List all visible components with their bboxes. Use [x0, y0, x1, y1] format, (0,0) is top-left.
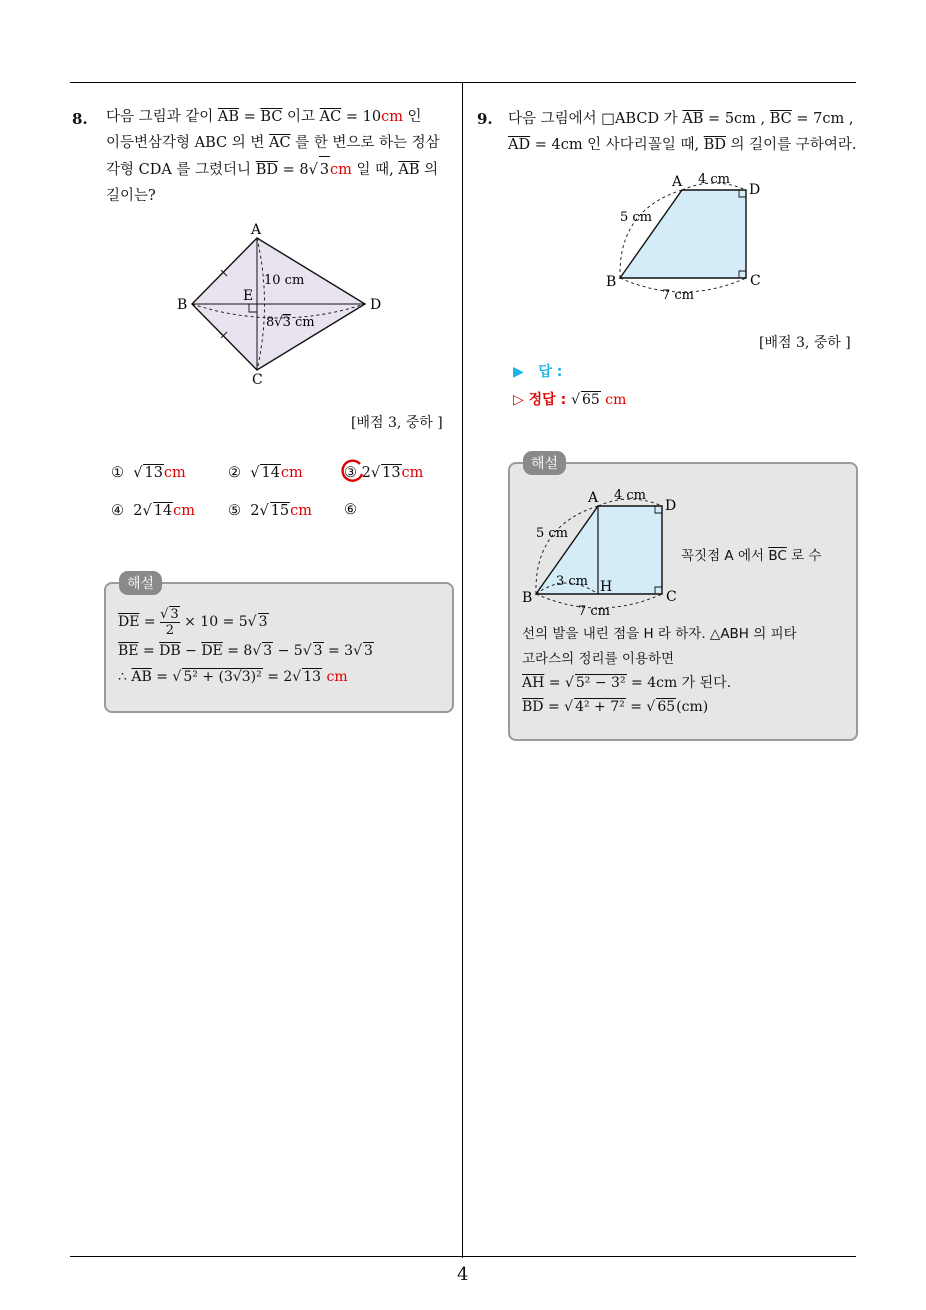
answer-arrow-icon: ▶	[513, 364, 524, 380]
page-number: 4	[457, 1264, 469, 1285]
q9-exp-label-d: D	[665, 498, 677, 514]
q9-exp-line-3: 고라스의 정리를 이용하면	[522, 651, 675, 667]
q9-label-c: C	[750, 273, 761, 289]
q9-label-ad-length: 4 cm	[698, 172, 731, 187]
q9-exp-label-bh-length: 3 cm	[556, 574, 589, 589]
q9-exp-side-text: 꼭짓점 A 에서 $\overline{BC}$ 로 수	[681, 548, 822, 564]
q8-label-e: E	[243, 288, 254, 304]
q8-choice-1[interactable]: ① √ 13cm	[111, 465, 186, 481]
q9-score: [배점 3, 중하 ]	[759, 335, 851, 351]
q8-exp-line-1: $\overline{DE}$ = $\frac{√ 3}{2}$ × 10 = 5√ 3	[118, 607, 268, 638]
q9-label-d: D	[749, 182, 761, 198]
q8-choice-5[interactable]: ⑤ 2√ 15cm	[228, 503, 313, 519]
q9-trapezoid-figure	[600, 170, 770, 300]
q9-explanation-figure	[516, 484, 686, 618]
question-8-text	[106, 104, 456, 209]
q8-label-d: D	[370, 297, 382, 313]
q8-exp-line-3: ∴ $\overline{AB}$ = √ 5² + (3√3)² = 2√ 13 cm	[118, 669, 348, 685]
q8-line-2: 이등변삼각형 ABC 의 변 $\overline{AC}$ 를 한 변으로 하는 정삼	[106, 135, 440, 151]
q9-exp-trapezoid	[536, 506, 662, 594]
q8-label-ac-length: 10 cm	[264, 273, 305, 288]
q8-line-1: 다음 그림과 같이 $\overline{AB} = \overline{BC}$ 이고 $\overline{AC} = 10cm$ 인	[106, 109, 422, 125]
q9-label-bc-length: 7 cm	[662, 288, 695, 300]
q9-exp-label-c: C	[666, 589, 677, 605]
q8-label-bd-length: 8√3 cm	[266, 315, 315, 330]
q8-correct-circle-mark	[338, 458, 366, 486]
q8-kite-figure	[170, 218, 390, 390]
q9-answer-line[interactable]: ▶ 답 :	[513, 364, 563, 380]
q8-line-4: 길이는?	[106, 188, 156, 204]
q9-trapezoid-shape	[620, 190, 746, 278]
q9-exp-label-ab-length: 5 cm	[536, 526, 569, 541]
q8-choice-4[interactable]: ④ 2√ 14cm	[111, 503, 196, 519]
q8-explanation-tag: 해설	[119, 571, 162, 595]
q8-choice-2[interactable]: ② √ 14cm	[228, 465, 303, 481]
question-9-text	[508, 106, 860, 158]
q9-line-2: $\overline{AD} = 4cm$ 인 사다리꼴일 때, $\overline{BD}$ 의 길이를 구하여라.	[508, 137, 857, 153]
q8-choice-3-num: ③	[344, 465, 357, 481]
q9-line-1: 다음 그림에서 □ABCD 가 $\overline{AB} = 5cm$ , $\overline{BC} = 7cm$ ,	[508, 111, 854, 127]
question-8-number: 8.	[72, 110, 88, 128]
q9-label-a: A	[672, 174, 683, 190]
q8-score: [배점 3, 중하 ]	[351, 415, 443, 431]
q9-exp-line-5: $\overline{BD}$ = √ 4² + 7² = √ 65(cm)	[522, 699, 709, 715]
q9-exp-line-4: $\overline{AH}$ = √ 5² − 3² = 4cm 가 된다.	[522, 675, 732, 691]
q9-exp-label-bc-length: 7 cm	[578, 604, 611, 618]
q8-label-b: B	[177, 297, 188, 313]
q8-choice-6[interactable]: ⑥	[344, 502, 357, 518]
bottom-rule	[70, 1256, 856, 1257]
q8-label-a: A	[251, 222, 262, 238]
q8-label-c: C	[252, 372, 263, 388]
q9-correct-answer-line: ▷ 정답 : √ 65 cm	[513, 392, 627, 408]
q8-choice-3[interactable]: ③ 2√ 13cm	[344, 465, 424, 481]
q9-exp-label-a: A	[588, 490, 599, 506]
question-9-number: 9.	[477, 110, 493, 128]
q8-exp-line-2: $\overline{BE} = \overline{DB} - \overline{DE} = 8√$ 3 − 5√ 3 = 3√ 3	[118, 643, 373, 659]
q9-exp-label-b: B	[522, 590, 533, 606]
q9-explanation-tag: 해설	[523, 451, 566, 475]
correct-arrow-icon: ▷	[513, 392, 524, 408]
q9-exp-label-h: H	[600, 579, 613, 595]
q9-exp-line-2: 선의 발을 내린 점을 H 라 하자. △ABH 의 피타	[522, 626, 797, 642]
column-divider	[462, 82, 463, 1258]
q9-label-ab-length: 5 cm	[620, 210, 653, 225]
q8-line-3: 각형 CDA 를 그렸더니 $\overline{BD} = 8√$ 3cm 일 때, $\overline{AB}$ 의	[106, 156, 456, 183]
q9-exp-label-ad-length: 4 cm	[614, 488, 647, 503]
q9-label-b: B	[606, 274, 617, 290]
top-rule	[70, 82, 856, 83]
